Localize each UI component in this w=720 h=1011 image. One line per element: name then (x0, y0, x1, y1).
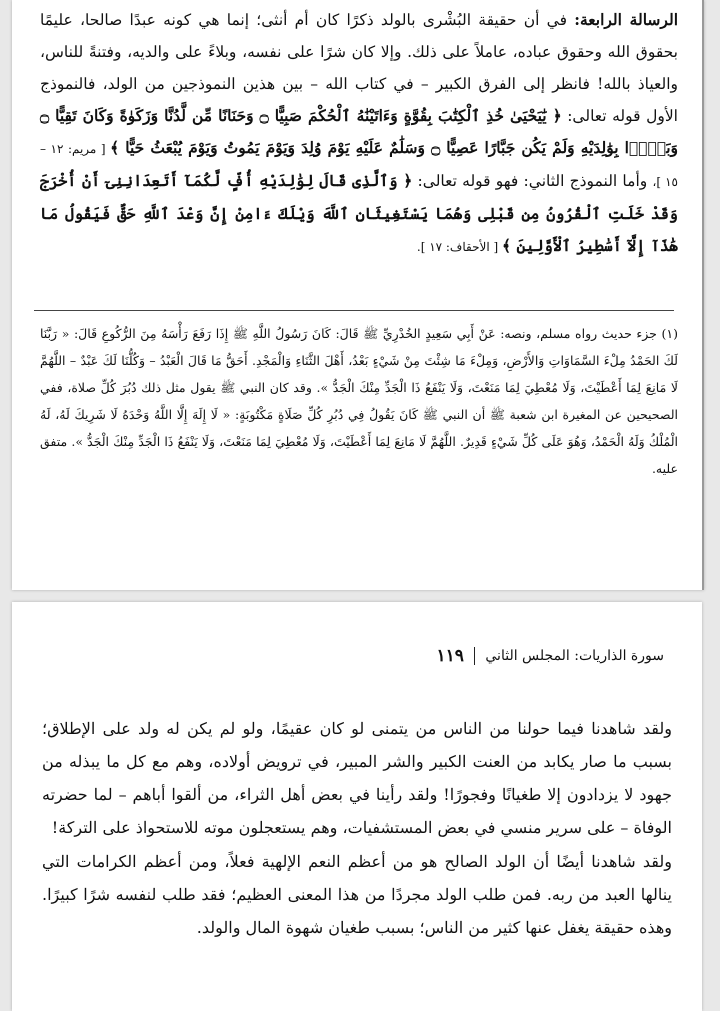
text-segment: في أن حقيقة البُشْرى بالولد ذكرًا كان أم أنثى؛ إنما هي كونه عبدًا صالحا، عليمًا بحقوق الله وحقوق عباده، عاملاً على ذلك. وإلا كان شرًا على نفسه، وبلاءً على والديه، وفتنةً للناس، والعياذ بالله! فانظر إلى الفرق الكبير – في كتاب الله – بين هذين النموذجين من الولد، فالنموذج الأول قوله تعالى: (40, 11, 678, 125)
paragraph: ولقد شاهدنا فيما حولنا من الناس من يتمنى لو كان عقيمًا، ولو لم يكن له ولد على الإطلاق؛ بسبب ما صار يكابد من العنت الكبير والشر المبير، في ترويض أولاده، وهم مع كل ما يبذله من جهود لا يزدادون إلا طغيانًا وفجورًا! ولقد رأينا في بعض أهل الثراء، من ألقوا أباهم – لما حضرته الوفاة – على سرير منسي في بعض المستشفيات، وهم يستعجلون موته للاستحواذ على التركة! (42, 719, 672, 837)
footnote-text: (١) جزء حديث رواه مسلم، ونصه: عَنْ أَبِي سَعِيدٍ الخُدْرِيِّ ﷺ قَالَ: كَانَ رَسُولُ اللَّهِ ﷺ إِذَا رَفَعَ رَأْسَهُ مِنَ الرُّكُوعِ قَالَ: « رَبَّنَا لَكَ الحَمْدُ مِلْءَ السَّمَاوَاتِ وَالأَرْضِ، وَمِلْءَ مَا شِئْتَ مِنْ شَيْءٍ بَعْدُ، أَهْلَ الثَّنَاءِ وَالْمَجْدِ. أَحَقُّ مَا قَالَ الْعَبْدُ – وَكُلُّنَا لَكَ عَبْدٌ – اللَّهُمَّ لَا مَانِعَ لِمَا أَعْطَيْتَ، وَلَا مُعْطِيَ لِمَا مَنَعْتَ، وَلَا يَنْفَعُ ذَا الْجَدِّ مِنْكَ الْجَدُّ ». وقد كان النبي ﷺ يقول مثل ذلك دُبُرَ كُلِّ صلاة، ففي الصحيحين عن المغيرة ابن شعبة ﷺ أن النبي ﷺ كَانَ يَقُولُ فِي دُبُرِ كُلِّ صَلَاةٍ مَكْتُوبَةٍ: « لَا إِلَهَ إِلَّا اللَّهُ وَحْدَهُ لَا شَرِيكَ لَهُ، لَهُ الْمُلْكُ وَلَهُ الْحَمْدُ، وَهُوَ عَلَى كُلِّ شَيْءٍ قَدِيرٌ. اللَّهُمَّ لَا مَانِعَ لِمَا أَعْطَيْتَ، وَلَا مُعْطِيَ لِمَا مَنَعْتَ، وَلَا يَنْفَعُ ذَا الْجَدِّ مِنْكَ الْجَدُّ ». متفق عليه. (40, 326, 678, 476)
verse-reference: [ مريم: ١٢ – ١٥ ]، (40, 142, 678, 189)
page-number: ١١٩ (436, 646, 464, 666)
section-lead: الرسالة الرابعة: (574, 10, 678, 29)
quran-verse: ﴿ يَٰيَحْيَىٰ خُذِ ٱلْكِتَٰبَ بِقُوَّةٍ وَءَاتَيْنَٰهُ ٱلْحُكْمَ صَبِيًّا ۝ وَحَنَانًا مِّن لَّدُنَّا وَزَكَوٰةً وَكَانَ تَقِيًّا ۝ وَبَرًّۢا بِوَٰلِدَيْهِ وَلَمْ يَكُن جَبَّارًا عَصِيًّا ۝ وَسَلَٰمٌ عَلَيْهِ يَوْمَ وُلِدَ وَيَوْمَ يَمُوتُ وَيَوْمَ يُبْعَثُ حَيًّا ﴾ (40, 106, 678, 157)
footnote (40, 320, 678, 482)
footnote-divider (34, 310, 674, 311)
quran-verse: ﴿ وَٱلَّذِى قَالَ لِوَٰلِدَيْهِ أُفٍّ لَّكُمَآ أَتَعِدَانِنِىٓ أَنْ أُخْرَجَ وَقَدْ خَلَتِ ٱلْقُرُونُ مِن قَبْلِى وَهُمَا يَسْتَغِيثَانِ ٱللَّهَ وَيْلَكَ ءَامِنْ إِنَّ وَعْدَ ٱللَّهِ حَقٌّ فَيَقُولُ مَا هَٰذَآ إِلَّآ أَسَٰطِيرُ ٱلْأَوَّلِينَ ﴾ (40, 171, 678, 255)
running-header (436, 646, 664, 666)
main-text (40, 4, 678, 263)
paragraph: ولقد شاهدنا أيضًا أن الولد الصالح هو من أعظم النعم الإلهية فعلاً، ومن أعظم الكرامات التي ينالها العبد من ربه. فمن طلب الولد مجردًا من هذا المعنى العظيم؛ فقد طلب لنفسه شرًا كبيرًا. وهذه حقيقة يغفل عنها كثير من الناس؛ بسبب طغيان شهوة المال والولد. (42, 852, 672, 937)
main-text (42, 712, 672, 944)
verse-reference: [ الأحقاف: ١٧ ]. (416, 240, 503, 254)
text-segment: وأما النموذج الثاني: فهو قوله تعالى: (412, 172, 653, 190)
paragraph-message-four (40, 4, 678, 263)
page-top (12, 0, 704, 590)
header-separator (474, 647, 476, 665)
page-bottom (12, 602, 702, 1011)
header-title: سورة الذاريات: المجلس الثاني (485, 648, 664, 664)
